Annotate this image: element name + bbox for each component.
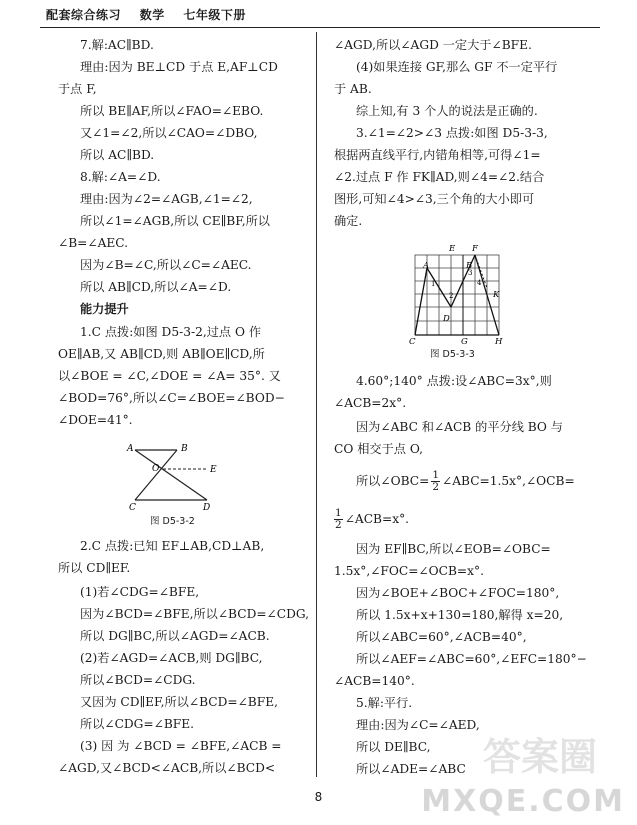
angle-1: 1 [431, 280, 436, 288]
label-e: E [210, 465, 217, 475]
text-line: 所以 1.5x+x+130=180,解得 x=20, [356, 608, 564, 622]
text-line: 5.解:平行. [356, 696, 413, 710]
text-line: ∠B=∠AEC. [58, 236, 129, 250]
text-line: OE∥AB,又 AB∥CD,则 AB∥OE∥CD,所 [58, 347, 265, 361]
text-line: 所以∠ADE=∠ABC [356, 762, 466, 776]
text-line: ∠2.过点 F 作 FK∥AD,则∠4=∠2.结合 [334, 170, 545, 184]
subject: 数学 [139, 8, 165, 22]
text-line: ∠BOD=76°,所以∠C=∠BOE=∠BOD− [58, 391, 285, 405]
text-line: 所以∠ABC=60°,∠ACB=40°, [356, 630, 527, 644]
label-g: G [461, 337, 468, 345]
text-line: 所以∠CDG=∠BFE. [80, 717, 195, 731]
text-line: (2)若∠AGD=∠ACB,则 DG∥BC, [80, 651, 263, 665]
text-line: 所以 BE∥AF,所以∠FAO=∠EBO. [80, 104, 264, 118]
text-line: 1.C 点拨:如图 D5-3-2,过点 O 作 [80, 325, 262, 339]
text-line: (4)如果连接 GF,那么 GF 不一定平行 [356, 60, 558, 74]
text-line: ∠DOE=41°. [58, 413, 133, 427]
fraction [431, 470, 440, 493]
text-line: 所以∠AEF=∠ABC=60°,∠EFC=180°− [356, 652, 587, 666]
page-header [46, 6, 260, 23]
text-line: 因为 EF∥BC,所以∠EOB=∠OBC= [356, 542, 551, 556]
text-line-fraction [356, 470, 575, 493]
angle-3: 3 [468, 269, 473, 277]
text-line: 图形,可知∠4>∠3,三个角的大小即可 [334, 192, 535, 206]
text-line: 所以∠BCD=∠CDG. [80, 673, 196, 687]
text-line: 4.60°;140° 点拨:设∠ABC=3x°,则 [356, 374, 552, 388]
label-o: O [152, 464, 160, 474]
figure-caption: 图 D5-3-2 [150, 516, 195, 527]
label-e: E [449, 244, 456, 254]
label-h: H [495, 337, 503, 345]
text-line: 因为∠BCD=∠BFE,所以∠BCD=∠CDG, [80, 607, 310, 621]
text-line: CO 相交于点 O, [334, 442, 423, 456]
text-line: ∠ACB=2x°. [334, 396, 407, 410]
figure-caption: 图 D5-3-3 [430, 349, 475, 360]
book-title: 配套综合练习 [46, 8, 122, 22]
figure-d5-3-3 [403, 240, 515, 345]
watermark-bottom: MXQE.COM [421, 784, 625, 819]
text-line: ∠AGD,所以∠AGD 一定大于∠BFE. [334, 38, 532, 52]
text-line: 确定. [334, 214, 363, 228]
text-line: 综上知,有 3 个人的说法是正确的. [356, 104, 538, 118]
text-part: 所以∠OBC= [356, 474, 430, 488]
column-divider [316, 32, 317, 777]
text-line: ∠AGD,又∠BCD<∠ACB,所以∠BCD< [58, 761, 276, 775]
text-line: 所以∠1=∠AGB,所以 CE∥BF,所以 [80, 214, 270, 228]
header-rule [40, 27, 600, 28]
text-line: 理由:因为∠2=∠AGB,∠1=∠2, [80, 192, 253, 206]
text-line: 所以 CD∥EF. [58, 561, 131, 575]
grade: 七年级下册 [183, 8, 246, 22]
text-line: 因为∠BOE+∠BOC+∠FOC=180°, [356, 586, 560, 600]
text-line: 3.∠1=∠2>∠3 点拨:如图 D5-3-3, [356, 126, 548, 140]
angle-4: 4 [477, 279, 482, 287]
label-k: K [493, 290, 500, 300]
text-line: 7.解:AC∥BD. [80, 38, 154, 52]
label-d: D [443, 314, 450, 324]
fraction-numerator: 1 [335, 507, 342, 519]
text-line: 于点 F, [58, 82, 97, 96]
text-line: 2.C 点拨:已知 EF⊥AB,CD⊥AB, [80, 539, 265, 553]
text-line: 因为∠ABC 和∠ACB 的平分线 BO 与 [356, 420, 563, 434]
text-line: 又因为 CD∥EF,所以∠BCD=∠BFE, [80, 695, 278, 709]
page-number: 8 [314, 790, 323, 804]
text-part: ∠ABC=1.5x°,∠OCB= [442, 474, 575, 488]
fraction-denominator: 2 [432, 481, 439, 493]
figure-d5-3-2 [125, 440, 235, 512]
text-line: 理由:因为 BE⊥CD 于点 E,AF⊥CD [80, 60, 278, 74]
label-b: B [466, 261, 473, 271]
label-f: F [472, 244, 478, 254]
text-line: 因为∠B=∠C,所以∠C=∠AEC. [80, 258, 252, 272]
text-line: 所以 AB∥CD,所以∠A=∠D. [80, 280, 232, 294]
label-b: B [181, 444, 188, 454]
text-line: 8.解:∠A=∠D. [80, 170, 161, 184]
text-line: 以∠BOE = ∠C,∠DOE = ∠A= 35°. 又 [58, 369, 281, 383]
section-heading: 能力提升 [80, 302, 129, 316]
text-line: ∠ACB=140°. [334, 674, 415, 688]
label-d: D [203, 503, 211, 512]
fraction-denominator: 2 [335, 519, 342, 531]
fraction-numerator: 1 [432, 469, 439, 481]
text-line: 理由:因为∠C=∠AED, [356, 718, 480, 732]
label-a: A [127, 444, 134, 454]
text-line: (3) 因 为 ∠BCD = ∠BFE,∠ACB = [80, 739, 282, 753]
angle-2: 2 [449, 292, 454, 300]
fraction [334, 508, 343, 531]
text-line: 又∠1=∠2,所以∠CAO=∠DBO, [80, 126, 258, 140]
text-part: ∠ACB=x°. [344, 512, 410, 526]
text-line: 1.5x°,∠FOC=∠OCB=x°. [334, 564, 484, 578]
text-line-fraction [334, 508, 409, 531]
text-line: 所以 AC∥BD. [80, 148, 155, 162]
text-line: 所以 DG∥BC,所以∠AGD=∠ACB. [80, 629, 270, 643]
label-c: C [409, 337, 416, 345]
text-line: 根据两直线平行,内错角相等,可得∠1= [334, 148, 541, 162]
text-line: 所以 DE∥BC, [356, 740, 431, 754]
text-line: 于 AB. [334, 82, 372, 96]
watermark-top: 答案圈 [482, 735, 597, 779]
label-c: C [129, 503, 136, 512]
label-a: A [423, 261, 430, 271]
text-line: (1)若∠CDG=∠BFE, [80, 585, 200, 599]
